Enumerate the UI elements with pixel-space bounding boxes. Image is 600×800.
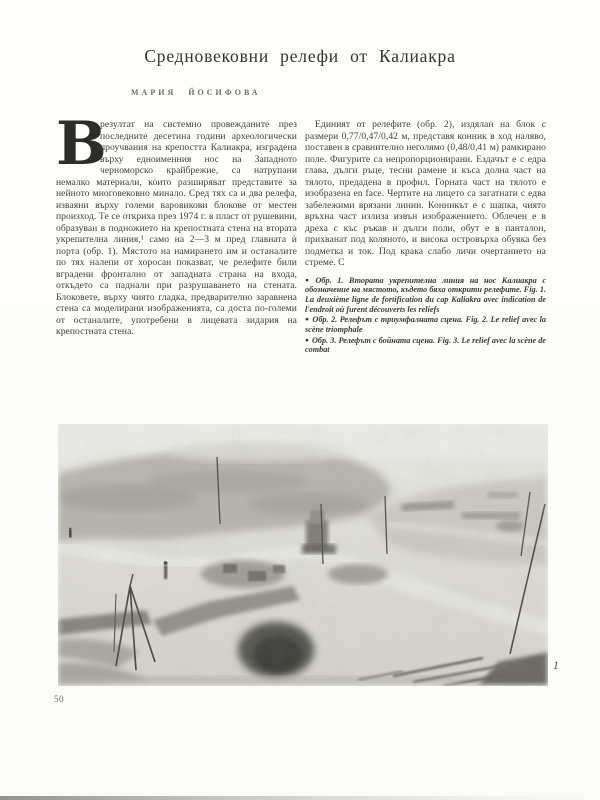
caption-fig2-text: Обр. 2. Релефът с триумфалната сцена. Fig. 2. Le relief avec la scène triomphale [305, 315, 546, 335]
page-number: 50 [54, 694, 64, 704]
caption-fig1 [305, 276, 546, 315]
bullet-icon: ● [305, 316, 310, 324]
page-title: Средновековни релефи от Калиакра [144, 46, 456, 66]
excavation-photo [58, 424, 548, 686]
left-column [56, 109, 297, 356]
figure-captions [305, 276, 546, 356]
caption-fig3-text: Обр. 3. Релефът с бойната сцена. Fig. 3. Le relief avec la scène de combat [305, 335, 546, 355]
author-name: МАРИЯ ЙОСИФОВА [131, 88, 261, 97]
article-body [56, 109, 546, 356]
page-edge-shadow [0, 796, 600, 800]
caption-fig1-text: Обр. 1. Втората укрепителна линия на нос Калиакра с обозначение на мястото, където бяха открити релефите. Fig. 1. La deuxième ligne de fortification du cap Kaliakra avec indication de l'endroit où furent découverts les reliefs [305, 275, 546, 314]
right-column [305, 119, 546, 356]
figure-1 [58, 424, 559, 686]
bullet-icon: ● [305, 276, 313, 284]
figure-number: 1 [553, 660, 559, 672]
caption-fig3 [305, 336, 546, 355]
left-column-text: резултат на системно провежданите през последните десетина години археологически проучвания на крепостта Калиакра, изградена върху едноименния нос на Западното черноморско крайбрежие, са натрупани немалко материали, които разширяват представите за нейното многовековно минало. Сред тях са и два релефа, изваяни върху големи варовикови блокове от местен произход. Те се откриха през 1974 г. в пласт от рушевини, образуван в подножието на крепостната стена на втората укрепителна линия,¹ само на 2—3 м пред главната ѝ порта (обр. 1). Мястото на намирането им и останалите по тях налепи от хоросан показват, че релефите били вградени фронтално от западната страна на входа, откъдето са паднали при разрушаването на стената. Блоковете, върху чиято гладка, предварително заравнена стена са моделирани изображенията, са доста по-големи от останалите, употребени в лицевата зидария на крепостната стена. [56, 119, 297, 337]
right-column-text: Единият от релефите (обр. 2), издялан на блок с размери 0,77/0,47/0,42 м, представя конник в ход наляво, поставен в сравнително неголямо (0,48/0,41 м) рамкирано поле. Фигурите са непропорционирани. Ездачът е с едра глава, дълги ръце, тесни рамене и къса долна част на тялото, предадена в профил. Горната част на тялото е изобразена en face. Чертите на лицето са загатнати с едва забележими врязани линии. Конникът е с шапка, чиято връхна част излиза извън изображението. Облечен е в дреха с къс ръкав и дълги поли, обут е в панталон, прихванат под коляното, и висока островърха обувка без подметка и ток. Под крака слабо личи очертанието на стреме. С [305, 119, 546, 268]
bullet-icon: ● [305, 336, 309, 344]
caption-fig2 [305, 315, 546, 334]
drop-cap: В [56, 109, 107, 179]
